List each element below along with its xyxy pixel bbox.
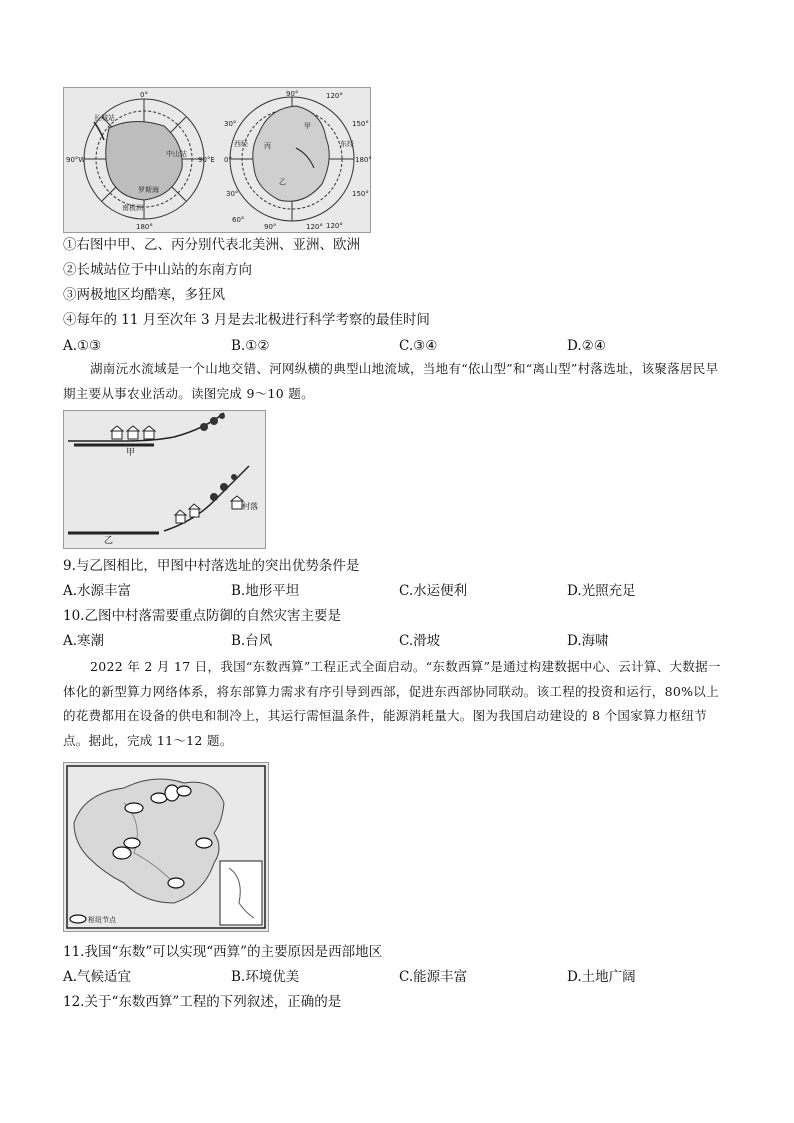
right-deg-bottom-0: 90° <box>264 223 277 231</box>
q11-option-c[interactable]: C.能源丰富 <box>399 969 468 985</box>
label-dongjing: 东经 <box>340 140 354 148</box>
statement-2: ②长城站位于中山站的东南方向 <box>63 262 252 278</box>
label-jia: 甲 <box>304 122 311 130</box>
q8-option-b[interactable]: B.①② <box>231 338 270 354</box>
q8-option-c[interactable]: C.③④ <box>399 338 438 354</box>
q11-option-d[interactable]: D.土地广阔 <box>567 969 636 985</box>
label-bing: 丙 <box>264 142 271 150</box>
q9-option-c[interactable]: C.水运便利 <box>399 583 468 599</box>
q11-stem: 11.我国“东数”可以实现“西算”的主要原因是西部地区 <box>63 944 383 960</box>
label-nanjizhou: 南极洲 <box>122 204 143 212</box>
passage-dongshuxisuan: 2022 年 2 月 17 日，我国“东数西算”工程正式全面启动。“东数西算”是通过构建数据中心、云计算、大数据一体化的新型算力网络体系，将东部算力需求有序引导到西部，促进东西部协同联动。该工程的投资和运行，80%以上的花费都用在设备的供电和制冷上，其运行需恒温条件，能源消耗量大。图为我国启动建设的 8 个国家算力枢纽节点。据此，完成 11～12 题。 <box>63 659 721 748</box>
right-deg-bottom-1: 120° <box>306 223 323 231</box>
left-deg-right: 90°E <box>198 156 215 164</box>
legend-village: 村落 <box>242 502 258 511</box>
legend-hub-node: 枢纽节点 <box>88 916 116 924</box>
right-deg-left-3: 60° <box>232 216 245 224</box>
q10-option-a[interactable]: A.寒潮 <box>63 633 105 649</box>
right-deg-left-0: 30° <box>224 120 237 128</box>
label-rosshai: 罗斯海 <box>138 186 159 194</box>
arctic-map <box>230 97 354 221</box>
q9-stem: 9.与乙图相比，甲图中村落选址的突出优势条件是 <box>63 558 360 574</box>
q8-option-a[interactable]: A.①③ <box>63 338 102 354</box>
figure-polar-maps <box>63 87 371 233</box>
q10-option-c[interactable]: C.滑坡 <box>399 633 441 649</box>
q11-option-a[interactable]: A.气候适宜 <box>63 969 132 985</box>
right-deg-top: 90° <box>286 90 299 98</box>
label-yi-village: 乙 <box>104 536 114 546</box>
label-changcheng: 长城站 <box>94 114 115 122</box>
q9-option-d[interactable]: D.光照充足 <box>567 583 636 599</box>
right-deg-right-2: 180° <box>355 156 372 164</box>
q9-option-b[interactable]: B.地形平坦 <box>231 583 300 599</box>
passage-yuanshui: 湖南沅水流域是一个山地交错、河网纵横的典型山地流域，当地有“依山型”和“离山型”村落选址，该聚落居民早期主要从事农业活动。读图完成 9～10 题。 <box>63 361 719 401</box>
right-deg-right-1: 150° <box>352 120 369 128</box>
statement-1: ①右图中甲、乙、丙分别代表北美洲、亚洲、欧洲 <box>63 237 360 253</box>
q10-option-b[interactable]: B.台风 <box>231 633 273 649</box>
right-deg-left-2: 30° <box>226 190 239 198</box>
statement-3: ③两极地区均酷寒，多狂风 <box>63 287 225 303</box>
label-xijing: 西经 <box>234 140 248 148</box>
label-zhongshan: 中山站 <box>166 150 187 158</box>
q8-option-d[interactable]: D.②④ <box>567 338 606 354</box>
q11-option-b[interactable]: B.环境优美 <box>231 969 300 985</box>
right-deg-right-4: 120° <box>326 222 343 230</box>
left-deg-bottom: 180° <box>136 223 153 231</box>
right-deg-right-0: 120° <box>326 92 343 100</box>
q10-stem: 10.乙图中村落需要重点防御的自然灾害主要是 <box>63 608 341 624</box>
q10-option-d[interactable]: D.海啸 <box>567 633 609 649</box>
q12-stem: 12.关于“东数西算”工程的下列叙述，正确的是 <box>63 994 342 1010</box>
figure-village-sites <box>63 410 266 549</box>
label-yi: 乙 <box>279 178 286 186</box>
left-deg-top: 0° <box>140 91 148 99</box>
left-deg-left: 90°W <box>66 156 86 164</box>
q9-option-a[interactable]: A.水源丰富 <box>63 583 132 599</box>
right-deg-left-1: 0° <box>224 156 232 164</box>
figure-hub-map <box>63 762 269 932</box>
label-jia-village: 甲 <box>126 448 136 458</box>
statement-4: ④每年的 11 月至次年 3 月是去北极进行科学考察的最佳时间 <box>63 312 430 328</box>
right-deg-right-3: 150° <box>352 190 369 198</box>
